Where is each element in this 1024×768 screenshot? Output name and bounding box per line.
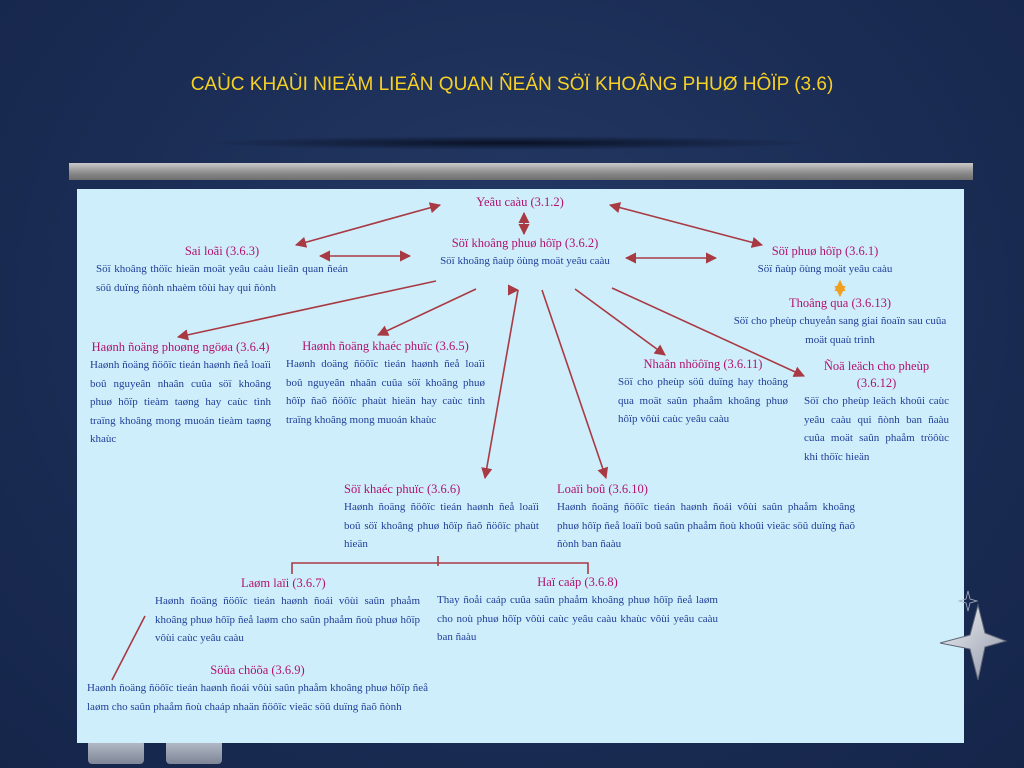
node-lech-title: Ñoä leäch cho pheùp (3.6.12) — [823, 359, 930, 390]
node-sai-loi-title: Sai loãi (3.6.3) — [184, 244, 260, 258]
node-phu-hop — [730, 243, 920, 279]
node-lech-text: Söï cho pheùp leäch khoûi caùc yeâu caàu qui ñònh ban ñaàu cuûa moät saûn phaåm tröôùc khi thöïc hieän — [804, 395, 949, 463]
node-ha-cap-text: Thay ñoåi caáp cuûa saûn phaåm khoâng phuø hôïp ñeå laøm cho noù phuø hôïp vôùi caùc yeâu caàu khaùc vôùi yeâu caàu ban ñaàu — [437, 594, 718, 643]
node-loai-bo-text: Haønh ñoäng ñöôïc tieán haønh ñoái vôùi saûn phaåm khoâng phuø hôïp ñeå loaïi boû saûn phaåm ñoù khoûi vieäc söû duïng ñaõ ñònh ban ñaàu — [557, 501, 855, 550]
node-sai-loi-text: Söï khoâng thöïc hieän moät yeâu caàu lieân quan ñeán söû duïng ñònh nhaèm tôùi hay qui ñònh — [96, 263, 348, 294]
node-khong-phu-hop-title: Söï khoâng phuø hôïp (3.6.2) — [451, 236, 599, 250]
node-phong-ngua-text: Haønh ñoäng ñöôïc tieán haønh ñeå loaïi boû nguyeân nhaân cuûa söï khoâng phuø hôïp tieàm taøng hay caùc tình traïng khoâng mong muoán tieàm taøng khaùc — [90, 359, 271, 445]
node-khong-phu-hop-text: Söï khoâng ñaùp öùng moät yeâu caàu — [440, 255, 610, 267]
node-khong-phu-hop — [420, 235, 630, 271]
node-khac-phuc-text: Haønh doäng ñöôïc tieán haønh ñeå loaïi boû nguyeân nhaân cuûa söï khoâng phuø hôïp ñaõ ñöôïc phaùt hieän hay caùc tình traïng khoâng mong muoán khaùc — [286, 358, 485, 426]
node-ha-cap — [437, 574, 718, 647]
node-yeu-cau-title: Yeâu caàu (3.1.2) — [476, 195, 564, 209]
node-su-khac-phuc-text: Haønh ñoäng ñöôïc tieán haønh ñeå loaïi boû söï khoâng phuø hôïp ñaõ ñöôïc phaùt hieän — [344, 501, 539, 550]
node-lam-lai — [155, 575, 420, 648]
star-icon — [930, 585, 1010, 695]
node-lech — [804, 358, 949, 466]
node-sua-chua-text: Haønh ñoäng ñöôïc tieán haønh ñoái vôùi saûn phaåm khoâng phuø hôïp ñeå laøm cho saûn phaåm ñoù chaáp nhaän ñöôïc vieäc söû duïng ñaõ ñònh — [87, 682, 428, 713]
node-lam-lai-title: Laøm laïi (3.6.7) — [241, 576, 326, 590]
node-phu-hop-text: Söï ñaùp öùng moät yeâu caàu — [757, 263, 893, 275]
node-sua-chua-title: Söûa chöõa (3.6.9) — [210, 663, 305, 677]
node-yeu-cau — [440, 194, 600, 211]
node-khac-phuc — [286, 338, 485, 429]
node-sua-chua — [87, 662, 428, 716]
decorative-tab-right — [166, 740, 222, 764]
node-loai-bo-title: Loaïi boû (3.6.10) — [557, 482, 648, 496]
node-phu-hop-title: Söï phuø hôïp (3.6.1) — [771, 244, 879, 258]
decorative-tab-left — [88, 740, 144, 764]
node-nhan-nhuong-title: Nhaân nhöôïng (3.6.11) — [643, 357, 763, 371]
node-su-khac-phuc — [344, 481, 539, 554]
node-su-khac-phuc-title: Söï khaéc phuïc (3.6.6) — [344, 482, 461, 496]
node-thong-qua — [728, 295, 952, 349]
node-nhan-nhuong — [618, 356, 788, 429]
title-shadow — [200, 136, 820, 150]
node-sai-loi — [96, 243, 348, 297]
node-thong-qua-title: Thoâng qua (3.6.13) — [788, 296, 892, 310]
node-lam-lai-text: Haønh ñoäng ñöôïc tieán haønh ñoái vôùi saûn phaåm khoâng phuø hôïp ñeå laøm cho saûn phaåm ñoù phuø hôïp vôùi caùc yeâu caàu — [155, 595, 420, 644]
slide-title: CAÙC KHAÙI NIEÄM LIEÂN QUAN ÑEÁN SÖÏ KHOÂNG PHUØ HÔÏP (3.6) — [190, 74, 834, 95]
node-loai-bo — [557, 481, 855, 554]
node-phong-ngua — [90, 339, 271, 449]
header-divider-bar — [69, 163, 973, 180]
node-khac-phuc-title: Haønh ñoäng khaéc phuïc (3.6.5) — [302, 339, 469, 353]
node-nhan-nhuong-text: Söï cho pheùp söû duïng hay thoâng qua moät saûn phaåm khoâng phuø hôïp vôùi caùc yeâu caàu — [618, 376, 788, 425]
node-phong-ngua-title: Haønh ñoäng phoøng ngöøa (3.6.4) — [91, 340, 270, 354]
node-ha-cap-title: Haï caáp (3.6.8) — [537, 575, 618, 589]
node-thong-qua-text: Söï cho pheùp chuyeån sang giai ñoaïn sau cuûa moät quaù trình — [733, 315, 947, 346]
